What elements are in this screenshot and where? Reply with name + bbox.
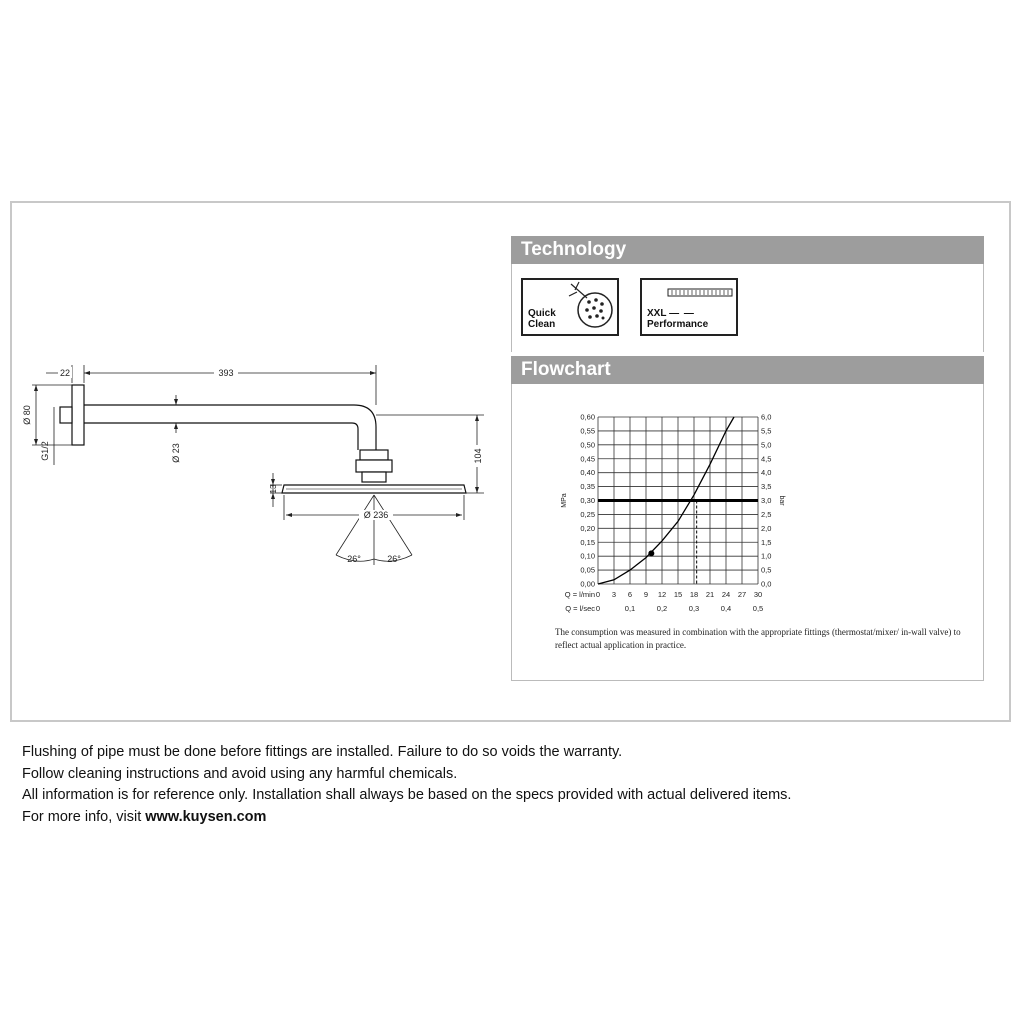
x-tick-label: 21 xyxy=(705,590,715,599)
technology-badges xyxy=(511,264,984,352)
y2-tick-label: 4,0 xyxy=(761,468,772,478)
y-tick-label: 0,10 xyxy=(580,551,595,561)
x-tick-label: 6 xyxy=(627,590,633,599)
x-tick-label: 12 xyxy=(657,590,667,599)
x-row-label: Q = l/min xyxy=(564,590,595,599)
y-tick-label: 0,25 xyxy=(580,509,595,519)
dim-thread-label: G1/2 xyxy=(40,441,50,461)
y-axis-label: MPa xyxy=(561,493,568,508)
flow-pressure-chart xyxy=(538,402,798,622)
y-tick-label: 0,40 xyxy=(580,468,595,478)
y2-tick-label: 0,0 xyxy=(761,579,772,589)
x2-tick-label: 0,2 xyxy=(656,604,668,613)
y-tick-label: 0,05 xyxy=(580,565,595,575)
x-tick-label: 18 xyxy=(689,590,699,599)
dim-236-label: Ø 236 xyxy=(363,510,389,520)
y2-tick-label: 2,5 xyxy=(761,509,772,519)
y2-tick-label: 2,0 xyxy=(761,523,772,533)
footer-line-info: For more info, visit www.kuysen.com xyxy=(22,808,267,825)
y-tick-label: 0,45 xyxy=(580,454,595,464)
x-tick-label: 0 xyxy=(595,590,601,599)
dim-393-label: 393 xyxy=(218,368,234,378)
x2-tick-label: 0 xyxy=(595,604,601,613)
dim-104-label: 104 xyxy=(473,448,483,464)
x-tick-label: 9 xyxy=(643,590,649,599)
angle-left-label: 26° xyxy=(347,554,361,564)
angle-right-label: 26° xyxy=(387,554,401,564)
y-tick-label: 0,55 xyxy=(580,426,595,436)
arm-bottom-edge xyxy=(84,423,358,450)
quick-clean-text: Quick Clean xyxy=(528,308,556,330)
y-tick-label: 0,60 xyxy=(580,412,595,422)
x2-row-label: Q = l/sec xyxy=(565,604,595,613)
y-tick-label: 0,50 xyxy=(580,440,595,450)
wall-flange xyxy=(72,385,84,445)
x2-tick-label: 0,5 xyxy=(752,604,764,613)
quick-clean-badge xyxy=(521,278,619,336)
y2-axis-label: bar xyxy=(778,495,785,506)
operating-point-marker xyxy=(648,550,654,556)
y-tick-label: 0,35 xyxy=(580,482,595,492)
y2-tick-label: 5,5 xyxy=(761,426,772,436)
y2-tick-label: 6,0 xyxy=(761,412,772,422)
x-tick-label: 15 xyxy=(673,590,683,599)
x-tick-label: 24 xyxy=(721,590,731,599)
y2-tick-label: 0,5 xyxy=(761,565,772,575)
x-tick-label: 30 xyxy=(753,590,763,599)
technology-header: Technology xyxy=(511,236,984,264)
x2-tick-label: 0,3 xyxy=(688,604,700,613)
footer-line-cleaning: Follow cleaning instructions and avoid using any harmful chemicals. xyxy=(22,765,458,782)
shower-arm-drawing xyxy=(14,355,504,585)
y2-tick-label: 1,5 xyxy=(761,537,772,547)
dim-80-label: Ø 80 xyxy=(22,405,32,425)
x-tick-label: 3 xyxy=(611,590,617,599)
y-tick-label: 0,30 xyxy=(580,496,595,505)
footer-line-flushing: Flushing of pipe must be done before fittings are installed. Failure to do so voids the warranty. xyxy=(22,744,623,760)
y-tick-label: 0,00 xyxy=(580,579,595,589)
thread-connector xyxy=(60,407,72,423)
footer-line-reference: All information is for reference only. Installation shall always be based on the specs provided with actual delivered items. xyxy=(22,787,792,803)
y2-tick-label: 1,0 xyxy=(761,551,772,561)
x2-tick-label: 0,1 xyxy=(624,604,636,613)
xxl-performance-badge xyxy=(640,278,738,336)
nozzle-spray-icon xyxy=(561,280,621,334)
dim-13-label: 13 xyxy=(269,484,278,494)
flowchart-header: Flowchart xyxy=(511,356,984,384)
y2-tick-label: 5,0 xyxy=(761,440,772,450)
x-tick-label: 27 xyxy=(737,590,747,599)
website-link[interactable]: www.kuysen.com xyxy=(145,808,267,825)
y2-tick-label: 3,5 xyxy=(761,482,772,492)
x2-tick-label: 0,4 xyxy=(720,604,732,613)
y2-tick-label: 3,0 xyxy=(761,496,772,505)
dim-22-label: 22 xyxy=(59,368,71,378)
wide-shower-plate-icon xyxy=(666,286,736,304)
xxl-performance-text: XXL — — Performance xyxy=(647,308,709,330)
dim-23-label: Ø 23 xyxy=(171,443,181,463)
y-tick-label: 0,15 xyxy=(580,537,595,547)
arm-top-edge xyxy=(84,405,376,450)
y-tick-label: 0,20 xyxy=(580,523,595,533)
flowchart-note: The consumption was measured in combination with the appropriate fittings (thermostat/mixer/ in-wall valve) to reflect actual application in practice. xyxy=(555,627,961,650)
y2-tick-label: 4,5 xyxy=(761,454,772,464)
footer-notes xyxy=(22,742,1002,828)
